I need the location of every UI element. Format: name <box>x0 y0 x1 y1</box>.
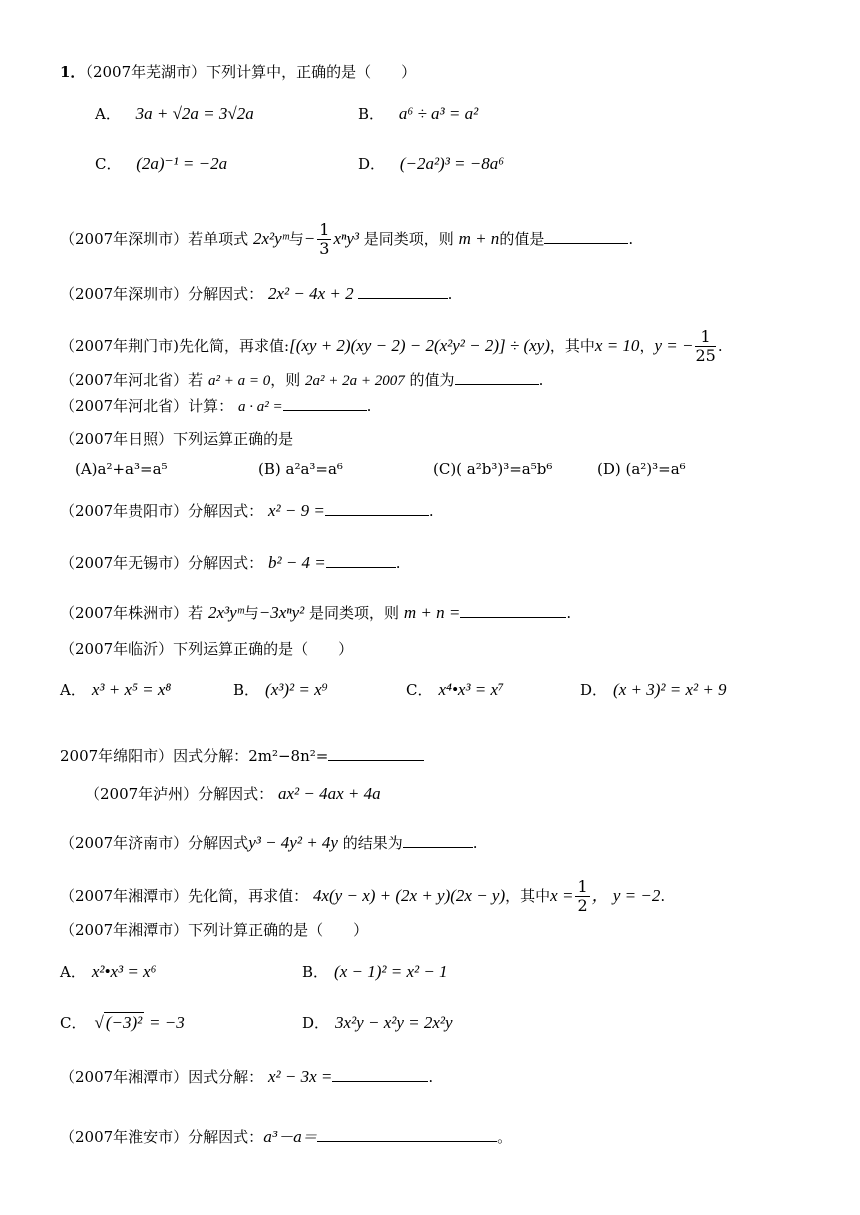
answer-blank[interactable] <box>325 515 429 516</box>
option-d <box>302 1012 453 1033</box>
option-label: C． <box>60 1014 87 1032</box>
answer-blank[interactable] <box>328 760 424 761</box>
question-11-stem: （2007年临沂）下列运算正确的是（ ） <box>60 640 354 658</box>
option-label: A． <box>60 681 86 699</box>
math-expression: x² − 3x = <box>267 1067 333 1086</box>
question-text: （2007年湘潭市）先化简，再求值： <box>60 886 309 905</box>
question-6 <box>60 397 371 417</box>
question-text: （2007年淮安市）分解因式： <box>60 1128 264 1146</box>
punctuation: . <box>628 229 634 248</box>
math-expression: − <box>303 228 316 248</box>
punctuation: . <box>472 834 478 852</box>
answer-blank[interactable] <box>460 617 566 618</box>
question-3 <box>60 283 452 304</box>
sqrt-symbol: √ <box>94 1013 104 1032</box>
question-text: （2007年贵阳市）分解因式： <box>60 502 264 520</box>
question-5 <box>60 371 543 391</box>
question-text: （2007年深圳市）分解因式： <box>60 285 264 303</box>
fraction <box>575 878 589 916</box>
option-label: B． <box>302 963 329 981</box>
option-expression: = −3 <box>149 1013 185 1032</box>
question-10 <box>60 602 571 623</box>
option-a <box>60 679 171 700</box>
option-expression: (x + 3)² = x² + 9 <box>613 680 727 699</box>
question-text: 是同类项，则 <box>363 229 454 248</box>
question-text: （2007年济南市）分解因式 <box>60 834 249 852</box>
answer-blank[interactable] <box>455 384 539 385</box>
option-label: A． <box>95 105 121 123</box>
option-a: (A)a²+a³=a⁵ <box>75 460 168 478</box>
option-expression: a⁶ ÷ a³ = a² <box>398 104 479 123</box>
option-expression: (2a)⁻¹ = −2a <box>136 154 228 173</box>
option-label: D． <box>580 681 608 699</box>
question-1-stem <box>60 63 416 82</box>
question-17 <box>60 1066 433 1087</box>
question-text: ，其中 <box>549 336 595 355</box>
question-14 <box>60 832 478 853</box>
answer-blank[interactable] <box>403 847 473 848</box>
fraction <box>317 221 331 259</box>
punctuation: . <box>428 1068 434 1086</box>
fraction-denominator: 2 <box>577 896 588 916</box>
punctuation: . <box>366 397 372 415</box>
option-c <box>60 1012 185 1033</box>
question-text: 是同类项，则 <box>304 604 400 622</box>
fraction-numerator: 1 <box>695 328 715 347</box>
question-12 <box>60 747 424 766</box>
punctuation: ， <box>639 336 655 355</box>
punctuation: . <box>538 371 544 389</box>
question-text: ，其中 <box>505 886 551 905</box>
fraction-denominator: 25 <box>695 346 716 366</box>
math-expression: xⁿy³ <box>333 228 359 248</box>
punctuation: . <box>395 554 401 572</box>
answer-blank[interactable] <box>283 410 367 411</box>
option-a <box>95 103 254 124</box>
math-expression: x = <box>550 885 574 905</box>
question-text: 的值为 <box>409 371 455 389</box>
option-expression: (−2a²)³ = −8a⁶ <box>399 154 505 173</box>
punctuation: . <box>428 502 434 520</box>
option-d <box>358 153 504 174</box>
punctuation: 。 <box>497 1128 513 1146</box>
question-text: 与 <box>243 604 259 622</box>
question-7-stem: （2007年日照）下列运算正确的是 <box>60 430 294 448</box>
math-expression: m + n = <box>403 603 461 622</box>
math-expression: 2x² − 4x + 2 <box>267 284 354 303</box>
option-expression: x³ + x⁵ = x⁸ <box>91 680 172 699</box>
option-expression: (−3)² <box>105 1013 143 1032</box>
question-text: （2007年河北省）若 <box>60 371 204 389</box>
answer-blank[interactable] <box>358 298 448 299</box>
question-text: （2007年泸州）分解因式： <box>85 785 274 803</box>
answer-blank[interactable] <box>317 1141 497 1142</box>
option-b <box>358 103 478 124</box>
question-text: 的结果为 <box>337 834 403 852</box>
math-expression: x² − 9 = <box>267 501 325 520</box>
option-b: (B) a²a³=a⁶ <box>258 460 343 478</box>
option-expression: x²•x³ = x⁶ <box>91 962 157 981</box>
question-text: （2007年湘潭市）因式分解： <box>60 1068 264 1086</box>
math-expression: 2m²−8n²= <box>248 747 329 765</box>
question-text: 与 <box>288 229 304 248</box>
fraction-denominator: 3 <box>319 239 330 259</box>
question-text: （2007年深圳市）若单项式 <box>60 229 249 248</box>
question-2 <box>60 221 633 259</box>
option-c <box>406 679 504 700</box>
fraction <box>695 328 715 366</box>
question-text: （2007年无锡市）分解因式： <box>60 554 264 572</box>
option-c <box>95 153 227 174</box>
question-16-stem: （2007年湘潭市）下列计算正确的是（ ） <box>60 921 369 939</box>
question-number: 1． <box>60 63 86 81</box>
math-expression: ， y = −2 <box>591 885 661 905</box>
question-8 <box>60 500 434 521</box>
question-text: ，则 <box>270 371 301 389</box>
math-expression: x = 10 <box>594 335 640 355</box>
math-expression: a · a² = <box>237 399 283 415</box>
option-label: C． <box>95 155 122 173</box>
option-b <box>233 679 328 700</box>
math-expression: [(xy + 2)(xy − 2) − 2(x²y² − 2)] ÷ (xy) <box>289 335 550 355</box>
math-expression: a³－a＝ <box>263 1128 318 1146</box>
question-text: 2007年绵阳市）因式分解： <box>60 747 249 765</box>
math-expression: y = − <box>654 335 694 355</box>
answer-blank[interactable] <box>544 243 628 244</box>
math-expression: 4x(y − x) + (2x + y)(2x − y) <box>312 885 506 905</box>
question-text: （2007年河北省）计算： <box>60 397 234 415</box>
math-expression: a² + a = 0 <box>207 373 271 389</box>
question-4 <box>60 328 723 366</box>
math-expression: m + n <box>458 228 500 248</box>
option-label: A． <box>60 963 86 981</box>
question-9 <box>60 552 401 573</box>
option-label: B． <box>233 681 260 699</box>
question-text: （2007年芜湖市）下列计算中，正确的是（ ） <box>85 63 417 81</box>
question-text: （2007年荆门市)先化简，再求值: <box>60 336 290 355</box>
answer-blank[interactable] <box>332 1081 428 1082</box>
option-label: D． <box>358 155 386 173</box>
option-label: C． <box>406 681 433 699</box>
math-expression: y³ − 4y² + 4y <box>248 833 338 852</box>
option-c: (C)( a²b³)³=a⁵b⁶ <box>433 460 553 478</box>
fraction-numerator: 1 <box>319 220 330 239</box>
punctuation: . <box>447 285 453 303</box>
option-label: B． <box>358 105 385 123</box>
question-text: 的值是 <box>499 229 545 248</box>
fraction-numerator: 1 <box>577 877 588 896</box>
math-expression: 2x³yᵐ <box>207 603 244 622</box>
punctuation: . <box>660 886 666 905</box>
option-d: (D) (a²)³=a⁶ <box>597 460 686 478</box>
math-expression: ax² − 4ax + 4a <box>277 784 381 803</box>
option-d <box>580 679 727 700</box>
option-expression: 3x²y − x²y = 2x²y <box>335 1013 453 1032</box>
question-15 <box>60 878 665 916</box>
option-a <box>60 961 157 982</box>
option-expression: (x − 1)² = x² − 1 <box>334 962 448 981</box>
option-expression: 3a + √2a = 3√2a <box>135 104 254 123</box>
option-label: D． <box>302 1014 330 1032</box>
question-text: （2007年株洲市）若 <box>60 604 204 622</box>
punctuation: . <box>566 604 572 622</box>
math-expression: b² − 4 = <box>267 553 326 572</box>
punctuation: . <box>717 336 723 355</box>
math-expression: 2a² + 2a + 2007 <box>305 373 405 389</box>
question-13 <box>85 783 381 804</box>
math-expression: 2x²yᵐ <box>252 228 289 248</box>
math-expression: −3xⁿy² <box>258 603 305 622</box>
option-b <box>302 961 448 982</box>
option-expression: (x³)² = x⁹ <box>265 680 328 699</box>
answer-blank[interactable] <box>326 567 396 568</box>
option-expression: x⁴•x³ = x⁷ <box>438 680 504 699</box>
question-18 <box>60 1128 512 1147</box>
